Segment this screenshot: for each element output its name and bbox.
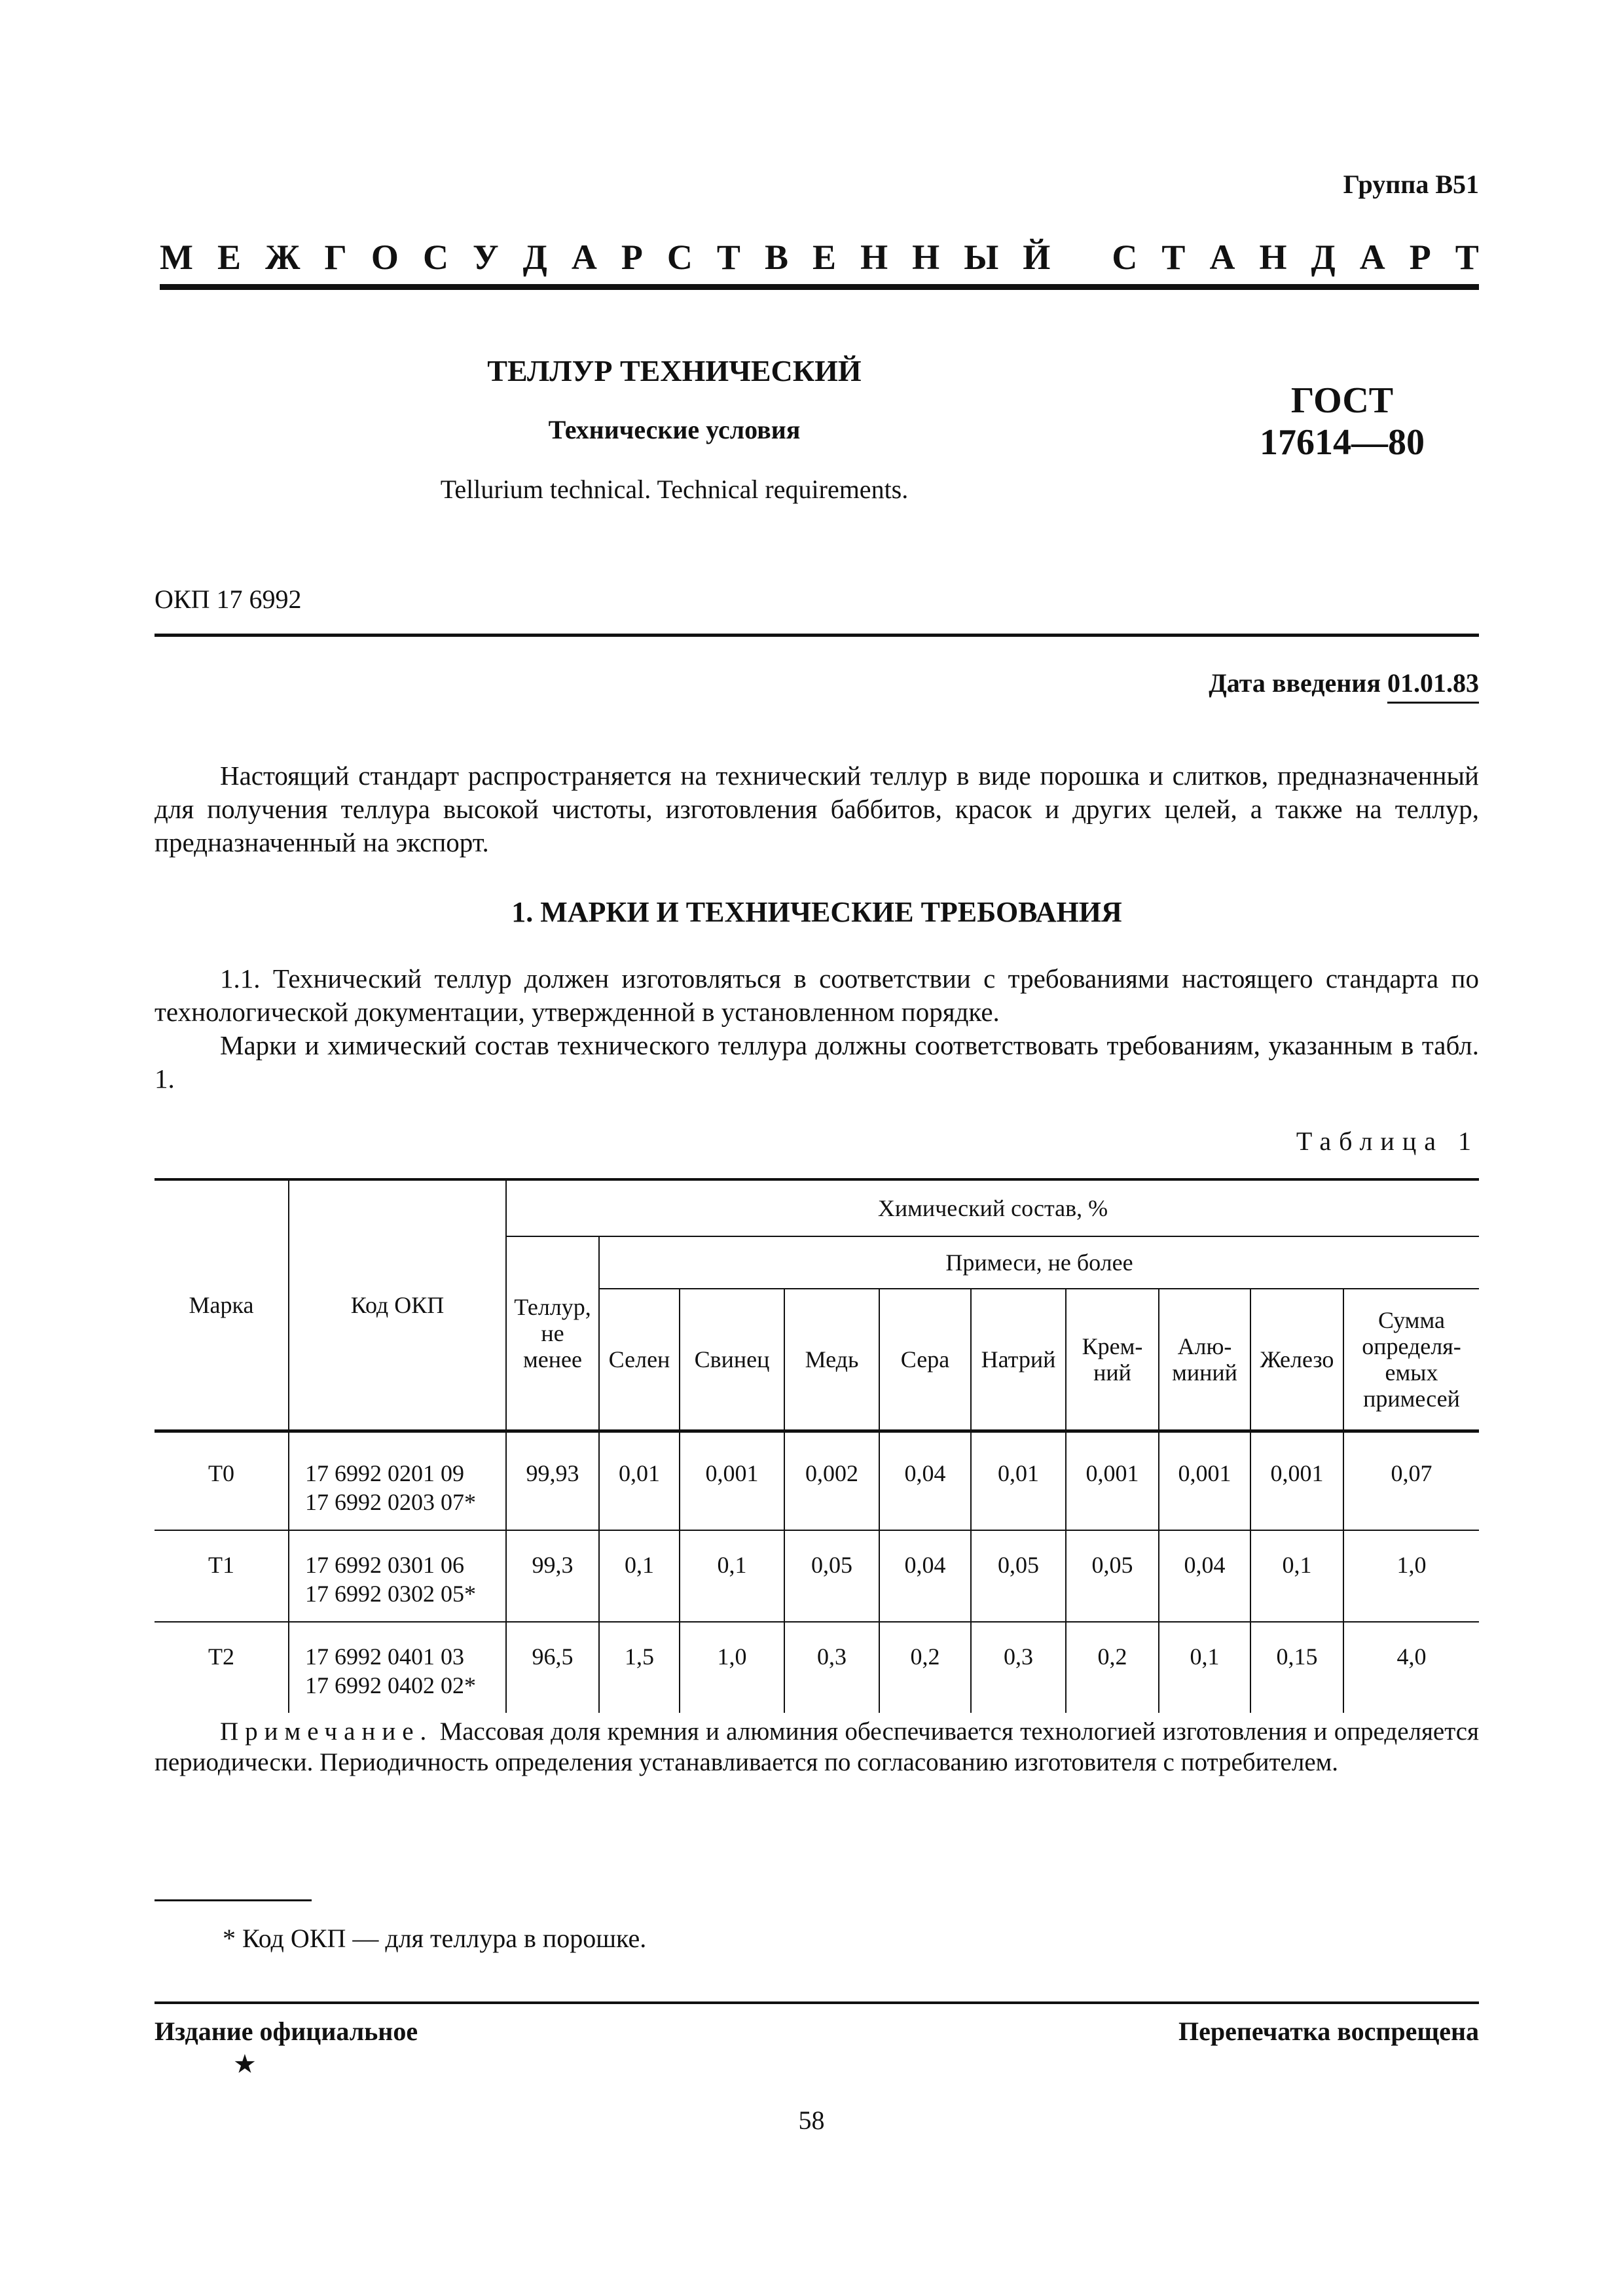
banner-letter: С: [666, 238, 693, 277]
paragraph-1-1-text: 1.1. Технический теллур должен изготовляться в соответствии с требованиями настоящего стандарта по технологической документации, утвержденной в установленном порядке.: [155, 963, 1479, 1027]
note-text: Массовая доля кремния и алюминия обеспечивается технологией изготовления и определяется периодически. Периодичность определения устанавливается по согласованию изготовителя с потребителем.: [155, 1717, 1479, 1776]
paragraph-1-1: [155, 962, 1479, 1029]
star-icon: ★: [233, 2049, 257, 2079]
title-block: [354, 353, 995, 505]
cell-tellurium: 99,93: [506, 1431, 599, 1531]
banner-letter: А: [1359, 238, 1385, 277]
header-sodium: Натрий: [971, 1289, 1066, 1431]
banner-letter: М: [160, 238, 193, 277]
cell-lead: 1,0: [680, 1622, 784, 1713]
official-edition: Издание официальное: [155, 2017, 418, 2046]
cell-grade: Т2: [155, 1622, 289, 1713]
banner-letter: С: [1112, 238, 1138, 277]
banner-letter: Р: [621, 238, 643, 277]
header-sulfur: Сера: [879, 1289, 971, 1431]
okp-code-powder: 17 6992 0402 02*: [305, 1672, 476, 1698]
header-sum-impurities: Сумма определя-емых примесей: [1343, 1289, 1479, 1431]
banner-letter: Е: [812, 238, 837, 277]
paragraph-1-2: [155, 1029, 1479, 1096]
cell-sodium: 0,01: [971, 1431, 1066, 1531]
cell-grade: Т1: [155, 1530, 289, 1622]
banner-letter: А: [1209, 238, 1235, 277]
cell-copper: 0,05: [784, 1530, 879, 1622]
banner-gap: [1074, 237, 1087, 278]
cell-selenium: 1,5: [599, 1622, 680, 1713]
gost-designation: [1198, 380, 1486, 463]
page-number: 58: [798, 2106, 825, 2135]
effective-date-value: 01.01.83: [1387, 668, 1479, 704]
okp-code: ОКП 17 6992: [155, 584, 302, 614]
cell-selenium: 0,1: [599, 1530, 680, 1622]
cell-copper: 0,3: [784, 1622, 879, 1713]
banner-letter: Н: [860, 238, 888, 277]
cell-iron: 0,15: [1250, 1622, 1343, 1713]
header-grade: Марка: [155, 1179, 289, 1431]
cell-aluminium: 0,1: [1159, 1622, 1250, 1713]
cell-okp-code: [289, 1622, 506, 1713]
cell-okp-code: [289, 1431, 506, 1531]
cell-silicon: 0,05: [1066, 1530, 1159, 1622]
composition-table: [155, 1178, 1479, 1713]
cell-iron: 0,001: [1250, 1431, 1343, 1531]
banner-letter: Ы: [964, 238, 999, 277]
footnote: * Код ОКП — для теллура в порошке.: [223, 1924, 647, 1953]
cell-lead: 0,001: [680, 1431, 784, 1531]
cell-silicon: 0,001: [1066, 1431, 1159, 1531]
cell-aluminium: 0,001: [1159, 1431, 1250, 1531]
header-tellurium: Теллур, не менее: [506, 1236, 599, 1431]
reprint-prohibited: Перепечатка воспрещена: [1178, 2017, 1479, 2046]
group-label: Группа В51: [1343, 170, 1479, 199]
banner-letter: Ж: [265, 238, 301, 277]
banner-letter: Р: [1409, 238, 1431, 277]
banner-letter: Д: [1311, 238, 1336, 277]
table-row: [155, 1431, 1479, 1531]
cell-iron: 0,1: [1250, 1530, 1343, 1622]
banner-letter: А: [571, 238, 597, 277]
header-rule: [160, 284, 1479, 290]
okp-code-powder: 17 6992 0203 07*: [305, 1489, 476, 1515]
table-row: [155, 1530, 1479, 1622]
intro-paragraph: [155, 759, 1479, 859]
cell-selenium: 0,01: [599, 1431, 680, 1531]
effective-date-label: Дата введения: [1209, 668, 1387, 698]
banner-letter: Н: [1259, 238, 1287, 277]
cell-tellurium: 99,3: [506, 1530, 599, 1622]
cell-silicon: 0,2: [1066, 1622, 1159, 1713]
cell-grade: Т0: [155, 1431, 289, 1531]
header-selenium: Селен: [599, 1289, 680, 1431]
composition-table-wrapper: [155, 1178, 1479, 1713]
banner-letter: Й: [1023, 238, 1051, 277]
intro-text: Настоящий стандарт распространяется на технический теллур в виде порошка и слитков, предназначенный для получения теллура высокой чистоты, изготовления баббитов, красок и других целей, а также на теллур, предназначенный на экспорт.: [155, 761, 1479, 857]
banner-letter: Д: [522, 238, 547, 277]
header-copper: Медь: [784, 1289, 879, 1431]
banner-letter: Е: [217, 238, 242, 277]
table-caption: Таблица 1: [1296, 1126, 1479, 1156]
okp-rule: [155, 634, 1479, 637]
section-heading: 1. МАРКИ И ТЕХНИЧЕСКИЕ ТРЕБОВАНИЯ: [511, 896, 1122, 928]
banner-letter: С: [422, 238, 448, 277]
banner-letter: Т: [1161, 238, 1186, 277]
cell-tellurium: 96,5: [506, 1622, 599, 1713]
cell-sulfur: 0,04: [879, 1530, 971, 1622]
cell-sulfur: 0,04: [879, 1431, 971, 1531]
okp-code-ingot: 17 6992 0301 06: [305, 1552, 464, 1578]
effective-date: [1209, 668, 1479, 698]
table-row: [155, 1622, 1479, 1713]
header-silicon: Крем-ний: [1066, 1289, 1159, 1431]
gost-number: 17614—80: [1260, 422, 1425, 463]
banner-letter: Н: [912, 238, 940, 277]
gost-label: ГОСТ: [1290, 380, 1394, 421]
cell-sum: 0,07: [1343, 1431, 1479, 1531]
okp-code-ingot: 17 6992 0201 09: [305, 1460, 464, 1486]
paragraph-1-2-text: Марки и химический состав технического теллура должны соответствовать требованиям, указанным в табл. 1.: [155, 1030, 1479, 1094]
cell-aluminium: 0,04: [1159, 1530, 1250, 1622]
banner-letter: У: [472, 238, 499, 277]
banner-letter: В: [764, 238, 789, 277]
header-okp-code: Код ОКП: [289, 1179, 506, 1431]
header-impurities: Примеси, не более: [599, 1236, 1479, 1289]
document-subtitle: Технические условия: [548, 415, 801, 444]
banner-letter: Т: [1455, 238, 1479, 277]
cell-sulfur: 0,2: [879, 1622, 971, 1713]
banner-letter: Т: [716, 238, 740, 277]
cell-copper: 0,002: [784, 1431, 879, 1531]
header-chemical-composition: Химический состав, %: [506, 1179, 1479, 1236]
cell-lead: 0,1: [680, 1530, 784, 1622]
cell-sodium: 0,05: [971, 1530, 1066, 1622]
cell-okp-code: [289, 1530, 506, 1622]
footnote-rule: [155, 1899, 312, 1901]
document-title: ТЕЛЛУР ТЕХНИЧЕСКИЙ: [487, 354, 862, 387]
cell-sodium: 0,3: [971, 1622, 1066, 1713]
table-note: [155, 1716, 1479, 1778]
note-label: Примечание.: [220, 1717, 433, 1746]
okp-code-powder: 17 6992 0302 05*: [305, 1581, 476, 1607]
english-title: Tellurium technical. Technical requirements.: [440, 475, 909, 504]
cell-sum: 1,0: [1343, 1530, 1479, 1622]
header-aluminium: Алю-миний: [1159, 1289, 1250, 1431]
header-iron: Железо: [1250, 1289, 1343, 1431]
cell-sum: 4,0: [1343, 1622, 1479, 1713]
interstate-standard-banner: [160, 237, 1479, 278]
footer-rule: [155, 2001, 1479, 2004]
header-lead: Свинец: [680, 1289, 784, 1431]
okp-code-ingot: 17 6992 0401 03: [305, 1643, 464, 1670]
banner-letter: О: [371, 238, 399, 277]
banner-letter: Г: [324, 238, 347, 277]
